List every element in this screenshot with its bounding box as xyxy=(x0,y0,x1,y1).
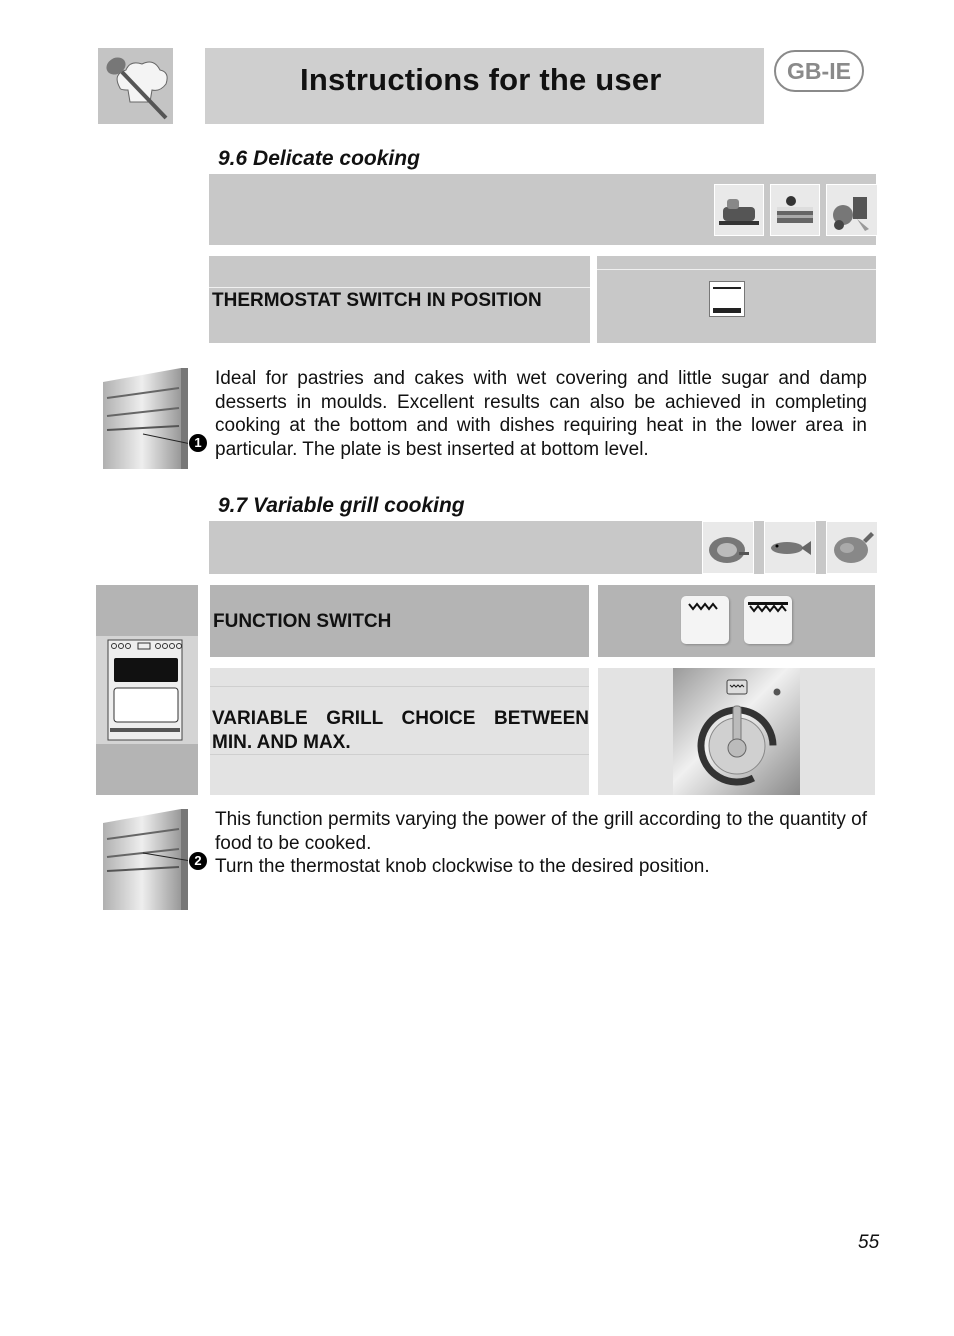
callout-1: 1 xyxy=(189,434,207,452)
oven-front-illustration xyxy=(96,636,198,744)
meat-icon xyxy=(702,521,754,574)
chicken-icon xyxy=(826,521,878,574)
section-9-6-title: 9.6 Delicate cooking xyxy=(218,147,420,170)
oven-interior-illustration xyxy=(103,809,188,910)
language-badge: GB-IE xyxy=(774,50,864,92)
variable-grill-description: This function permits varying the power of the grill according to the quantity of food to be cooked. xyxy=(215,809,867,854)
cake-icon xyxy=(770,184,820,236)
oven-interior-illustration xyxy=(103,368,188,469)
page-number: 55 xyxy=(858,1232,880,1253)
bottom-heating-element-icon xyxy=(709,281,745,317)
chef-spoon-icon xyxy=(98,48,173,124)
thermostat-switch-label: THERMOSTAT SWITCH IN POSITION xyxy=(212,290,542,311)
function-switch-label: FUNCTION SWITCH xyxy=(213,611,392,632)
section-9-7-title: 9.7 Variable grill cooking xyxy=(218,494,465,517)
variable-grill-instruction: Turn the thermostat knob clockwise to the desired position. xyxy=(215,856,710,877)
page-title: Instructions for the user xyxy=(300,62,662,97)
delicate-cooking-description: Ideal for pastries and cakes with wet covering and little sugar and damp desserts in moulds. Excellent results can also be achieved in completing cooking at the bottom and with dishes requiring heat in the lower area in particular. The plate is best inserted at bottom level. xyxy=(215,368,867,460)
function-symbol-box xyxy=(598,585,875,657)
variable-grill-label: VARIABLE GRILL CHOICE BETWEEN MIN. AND MAX. xyxy=(212,708,589,753)
thermostat-knob-icon xyxy=(673,668,800,795)
large-grill-icon xyxy=(744,596,792,644)
small-grill-icon xyxy=(681,596,729,644)
callout-2: 2 xyxy=(189,852,207,870)
fish-icon xyxy=(764,521,816,574)
vegetables-icon xyxy=(826,184,878,236)
bread-icon xyxy=(714,184,764,236)
